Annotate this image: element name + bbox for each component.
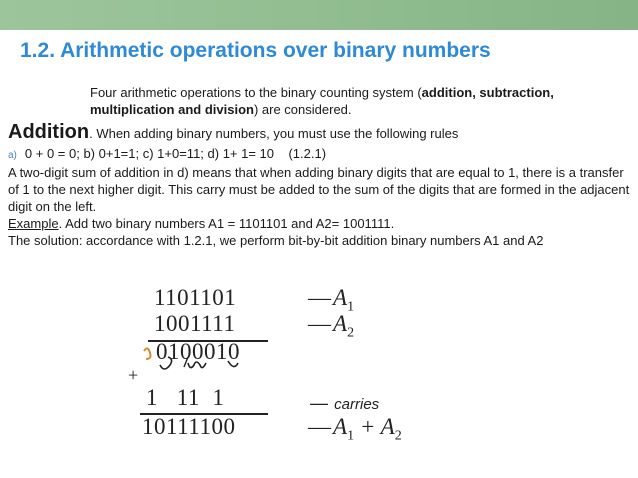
binary-addition-figure [118,285,438,455]
addition-rest: . When adding binary numbers, you must use the following rules [89,126,459,141]
intro-text-b: ) are considered. [253,102,352,117]
example-text: . Add two binary numbers A1 = 1101101 and A2= 1001111. [58,216,395,231]
label-carries: — carries [310,393,380,413]
solution-paragraph: The solution: accordance with 1.2.1, we perform bit-by-bit addition binary numbers A1 and A2 [8,233,544,248]
rules-text: 0 + 0 = 0; b) 0+1=1; c) 1+0=11; d) 1+ 1= 10 (1.2.1) [24,146,327,161]
two-digit-paragraph: A two-digit sum of addition in d) means that when adding binary digits that are equal to 1, there is a transfer of 1 to the next higher digit. This carry must be added to the sum of the digits that are formed in the adjacent digit on the left. [8,165,630,214]
example-label: Example [8,216,59,231]
partial-sum: 0100010 [156,339,240,364]
carry-scribble-marks [138,341,268,381]
operand-a2: 1001111 [154,311,236,336]
label-a1: $—A_1$ [308,285,355,315]
plus-sign: + [128,365,139,385]
addition-paragraph [8,121,630,143]
page-title: 1.2. Arithmetic operations over binary numbers [20,39,491,62]
intro-text-bold: addition, subtraction, multiplication and division [90,85,554,117]
rules-line [8,145,630,164]
slide-body [8,84,630,249]
top-banner-gradient [0,0,638,30]
operand-a1: 1101101 [154,285,237,310]
carries-row: 1 11 1 [146,385,225,410]
rules-marker: a) [8,150,17,161]
example-paragraph [8,215,630,232]
label-a2: $—A_2$ [308,311,355,341]
addition-heading: Addition [8,121,90,143]
intro-paragraph [8,84,630,118]
intro-text-a: Four arithmetic operations to the binary counting system ( [90,85,422,100]
result-sum: 10111100 [142,414,236,439]
label-sum: $—A_1 + A_2$ [308,414,402,444]
